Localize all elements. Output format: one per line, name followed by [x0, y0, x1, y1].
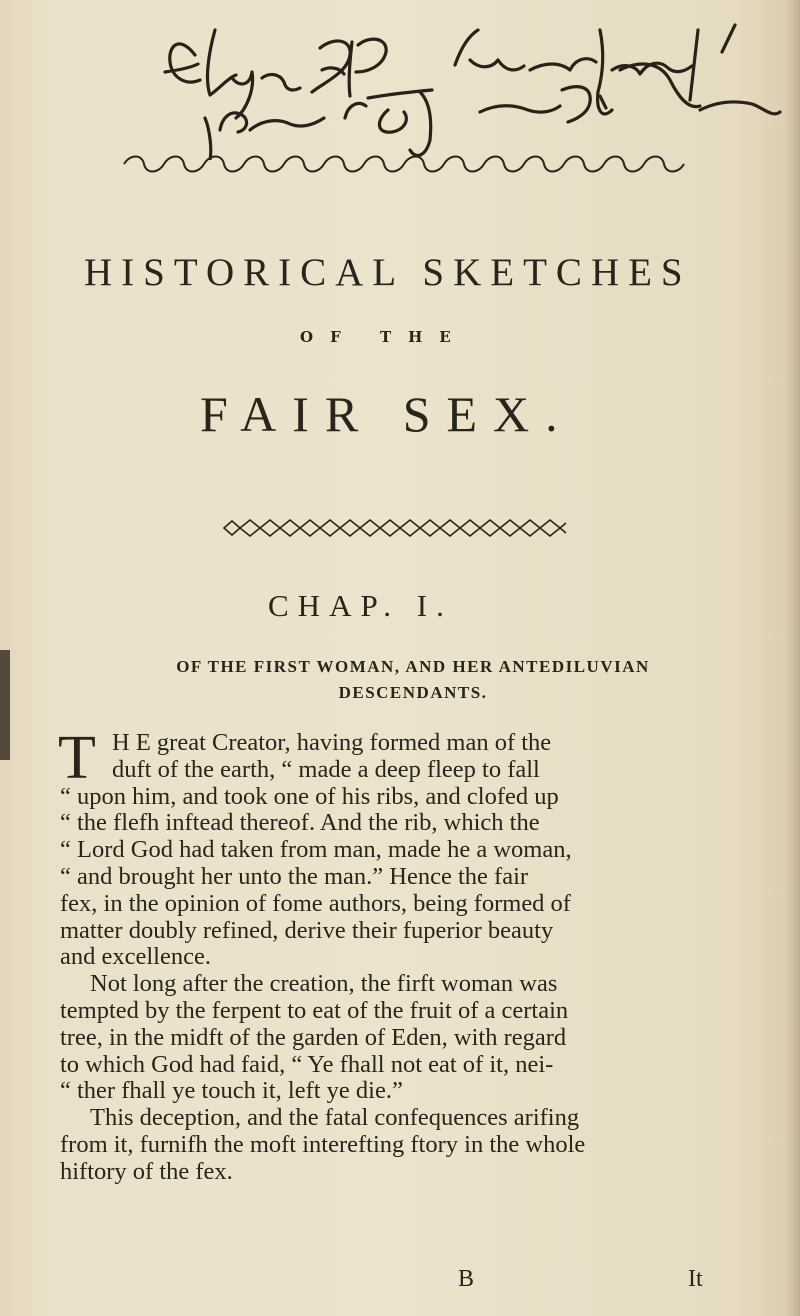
ornament-divider	[222, 515, 568, 541]
body-line: to which God had faid, “ Ye fhall not eat of it, nei-	[60, 1050, 554, 1078]
body-line: tree, in the midft of the garden of Eden, with regard	[60, 1023, 567, 1051]
body-text	[58, 724, 760, 1186]
body-line: “ upon him, and took one of his ribs, and clofed up	[60, 782, 559, 810]
ornament-row	[120, 152, 688, 176]
catchword: It	[688, 1266, 703, 1292]
body-line: “ Lord God had taken from man, made he a woman,	[60, 836, 572, 864]
body-line: fex, in the opinion of fome authors, being formed of	[60, 889, 571, 917]
body-line: Not long after the creation, the firft woman was	[90, 970, 558, 998]
body-line: hiftory of the fex.	[60, 1157, 233, 1185]
signature-mark: B	[458, 1266, 475, 1292]
title-main: HISTORICAL SKETCHES	[84, 251, 692, 294]
body-line: matter doubly refined, derive their fuperior beauty	[60, 916, 554, 944]
page-edge-right	[786, 0, 800, 1316]
page-footer	[60, 1266, 760, 1296]
body-line: and excellence.	[60, 943, 211, 971]
page-edge-shadow	[0, 650, 10, 760]
chapter-subtitle-line-1: OF THE FIRST WOMAN, AND HER ANTEDILUVIAN	[176, 657, 650, 676]
body-line: duft of the earth, “ made a deep fleep to fall	[112, 755, 540, 783]
body-line: “ the flefh inftead thereof. And the rib, which the	[60, 809, 540, 837]
chapter-subtitle	[68, 654, 758, 706]
body-line: from it, furnifh the moft interefting ftory in the whole	[60, 1130, 586, 1158]
title-subject: FAIR SEX.	[200, 386, 574, 442]
body-line: “ and brought her unto the man.” Hence the fair	[60, 862, 529, 890]
title-of-the: OF THE	[300, 328, 468, 346]
drop-cap: T	[58, 724, 96, 792]
body-line: H E great Creator, having formed man of the	[112, 729, 552, 756]
body-line: This deception, and the fatal confequences arifing	[90, 1104, 580, 1132]
body-line: tempted by the ferpent to eat of the fruit of a certain	[60, 996, 569, 1024]
handwritten-inscription	[0, 0, 800, 160]
chapter-heading: CHAP. I.	[268, 588, 453, 623]
chapter-subtitle-line-2: DESCENDANTS.	[338, 683, 488, 702]
body-line: “ ther fhall ye touch it, left ye die.”	[60, 1077, 403, 1105]
